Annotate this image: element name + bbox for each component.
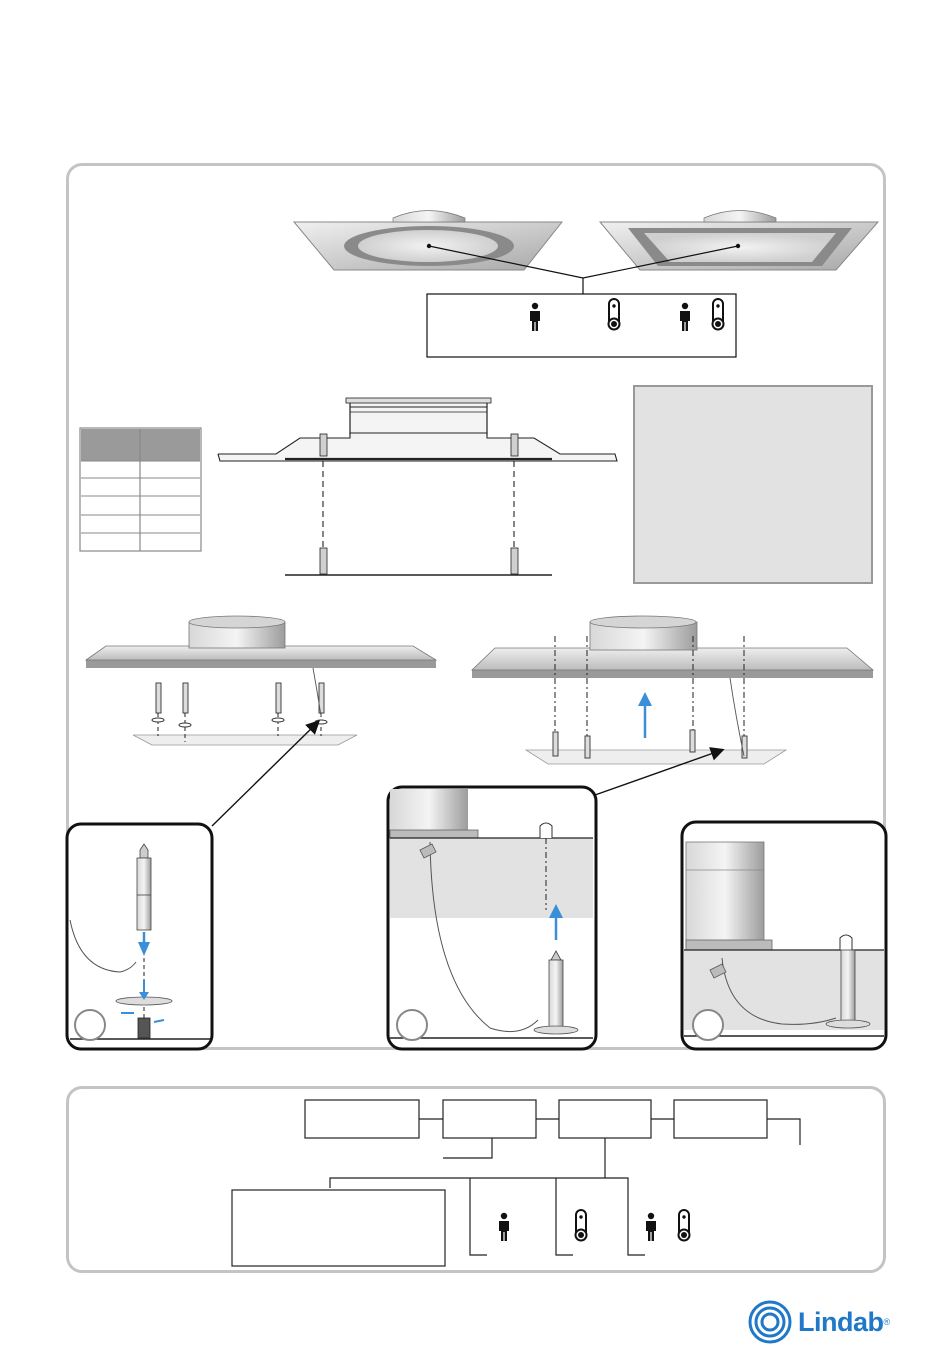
variant-options-box xyxy=(427,294,736,357)
step-number-circle xyxy=(693,1010,723,1040)
lindab-logo-icon xyxy=(748,1300,792,1344)
registered-mark: ® xyxy=(883,1317,891,1327)
thermostat-icon xyxy=(609,299,620,330)
dimensions-table xyxy=(80,428,201,551)
variant-round-diffuser xyxy=(294,211,562,271)
thermostat-icon xyxy=(713,299,724,330)
detail-step-3 xyxy=(682,822,886,1049)
detail-step-1 xyxy=(67,824,212,1049)
assembled-view-right xyxy=(472,616,873,764)
brand-logo xyxy=(748,1300,898,1344)
exploded-view-left xyxy=(86,616,436,745)
step-number-circle xyxy=(397,1010,427,1040)
detail-step-2 xyxy=(388,787,596,1049)
thermostat-icon xyxy=(679,1210,690,1241)
info-box xyxy=(634,386,872,583)
variant-square-diffuser xyxy=(600,211,878,271)
side-section-drawing xyxy=(218,398,617,575)
person-icon xyxy=(499,1213,509,1241)
brand-name: Lindab xyxy=(798,1306,884,1337)
order-code-diagram xyxy=(232,1100,800,1266)
thermostat-icon xyxy=(576,1210,587,1241)
step-number-circle xyxy=(75,1010,105,1040)
person-icon xyxy=(646,1213,656,1241)
